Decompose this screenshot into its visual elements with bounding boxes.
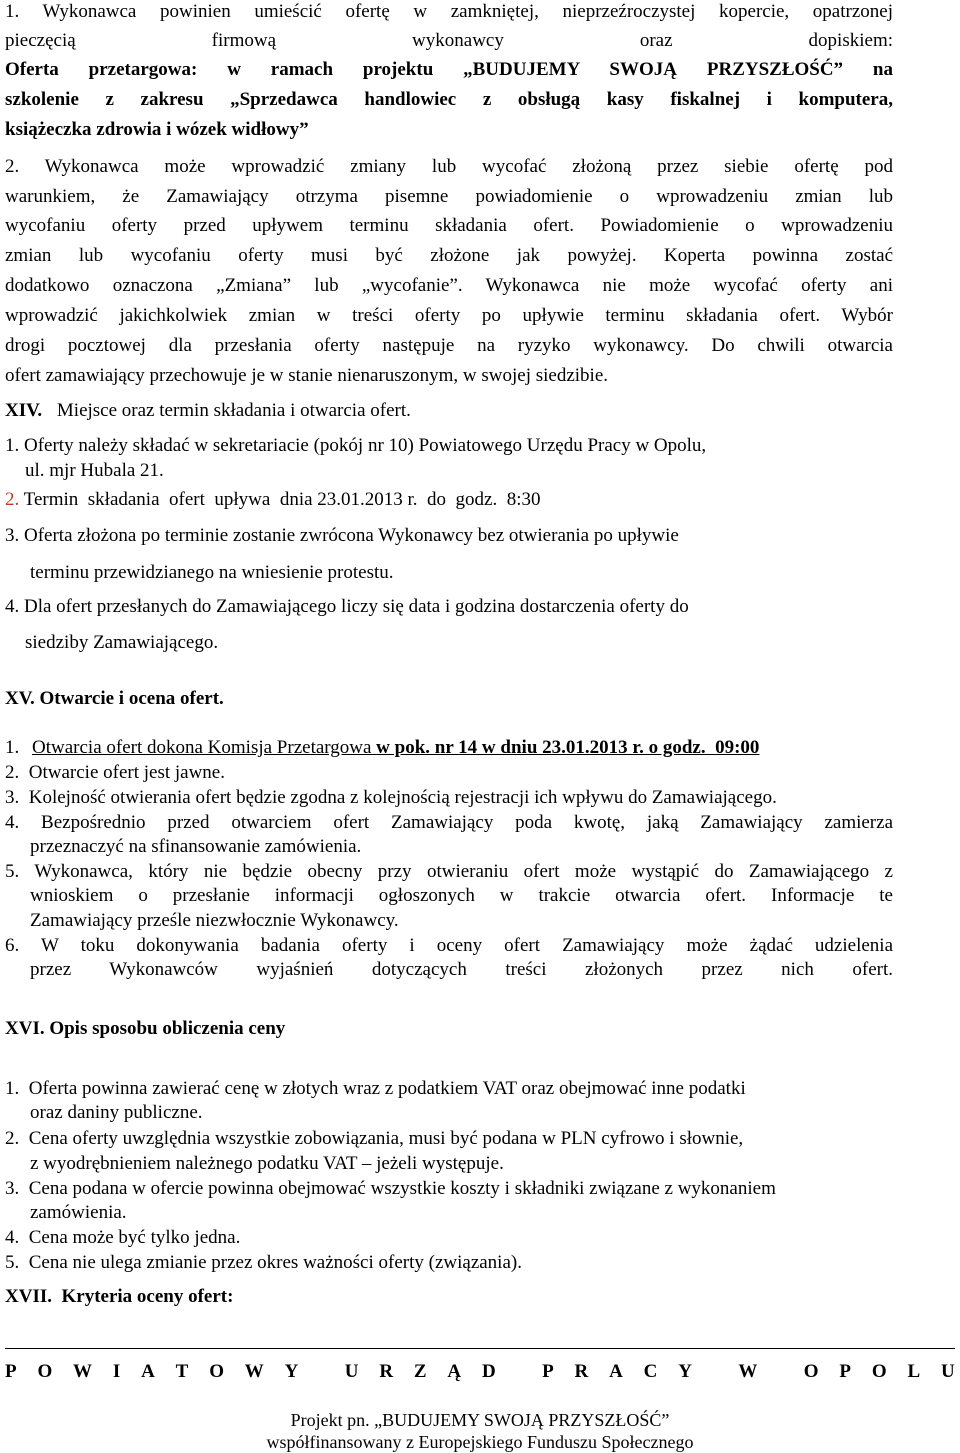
paragraph-2-line-1: 2. Wykonawca może wprowadzić zmiany lub wycofać złożoną przez siebie ofertę pod [5,156,893,177]
xv-item-1-number: 1. [5,737,20,758]
footer-letter: A [141,1361,155,1382]
xiv-item-2 [5,488,893,512]
xvi-item-2-line-1: 2. Cena oferty uwzględnia wszystkie zobowiązania, musi być podana w PLN cyfrowo i słownie, [5,1128,744,1149]
xiv-item-3-line-1: 3. Oferta złożona po terminie zostanie zwrócona Wykonawcy bez otwierania po upływie [5,525,679,546]
paragraph-1-line-3: Oferta przetargowa: w ramach projektu „BUDUJEMY SWOJĄ PRZYSZŁOŚĆ” na [5,59,893,80]
section-xv-heading: XV. Otwarcie i ocena ofert. [5,688,224,709]
paragraph-2-line-2: warunkiem, że Zamawiający otrzyma pisemne powiadomienie o wprowadzeniu zmian lub [5,186,893,207]
footer-cofinancing: współfinansowany z Europejskiego Funduszu Społecznego [266,1432,694,1452]
xv-item-2: 2. Otwarcie ofert jest jawne. [5,762,225,783]
section-xvi-heading: XVI. Opis sposobu obliczenia ceny [5,1018,286,1039]
xv-item-3: 3. Kolejność otwierania ofert będzie zgodna z kolejnością rejestracji ich wpływu do Zamawiającego. [5,787,777,808]
footer-letter-space [517,1361,522,1383]
footer-letter: Y [284,1361,299,1382]
paragraph-2-line-6: wprowadzić jakichkolwiek zmian w treści oferty po upływie terminu składania ofert. Wybór [5,305,893,326]
xv-item-5-line-1: 5. Wykonawca, który nie będzie obecny przy otwieraniu ofert może wystąpić do Zamawiającego z [5,861,893,882]
xiv-item-1-line-1: 1. Oferty należy składać w sekretariacie (pokój nr 10) Powiatowego Urzędu Pracy w Opolu, [5,435,707,456]
xv-item-5-line-2: wnioskiem o przesłanie informacji ogłoszonych w trakcie otwarcia ofert. Informacje te [30,885,893,906]
footer-letter: P [5,1361,17,1382]
xvi-item-1-line-2: oraz daniny publiczne. [30,1102,203,1123]
footer-letter: C [643,1361,658,1382]
paragraph-2-line-3: wycofaniu oferty przed upływem terminu składania ofert. Powiadomienie o wprowadzeniu [5,215,893,236]
footer-letter: R [379,1361,394,1382]
xv-item-1-plain: Otwarcia ofert dokona Komisja Przetargowa [32,737,372,758]
xvi-item-1-line-1: 1. Oferta powinna zawierać cenę w złotych wraz z podatkiem VAT oraz obejmować inne podatki [5,1078,746,1099]
xiv-item-2-number: 2. [5,489,20,510]
footer-letter: Z [413,1361,427,1382]
footer-letter: U [344,1361,359,1382]
footer-letter: R [574,1361,589,1382]
section-xvii-heading: XVII. Kryteria oceny ofert: [5,1286,234,1307]
footer-letter: O [37,1361,53,1382]
xvi-item-4: 4. Cena może być tylko jedna. [5,1227,241,1248]
footer-letter: O [209,1361,224,1382]
section-xiv-heading [5,399,893,423]
xvi-item-2-line-2: z wyodrębnieniem należnego podatku VAT – jeżeli występuje. [30,1153,504,1174]
footer-letter: W [244,1361,264,1382]
footer-letter: W [738,1361,758,1382]
paragraph-1-line-1: 1. Wykonawca powinien umieścić ofertę w zamkniętej, nieprzeźroczystej kopercie, opatrzonej [5,1,893,22]
xv-item-6-line-2: przez Wykonawców wyjaśnień dotyczących treści złożonych przez nich ofert. [30,959,893,980]
footer-letter: D [481,1361,496,1382]
footer-letter: Ą [447,1361,462,1382]
footer-letter-space [319,1361,324,1383]
footer-letter: P [542,1361,554,1382]
xvi-item-3-line-2: zamówienia. [30,1202,127,1223]
footer-letter: W [73,1361,93,1382]
footer-letter: P [839,1361,851,1382]
xiv-item-4-line-1: 4. Dla ofert przesłanych do Zamawiającego liczy się data i godzina dostarczenia oferty do [5,596,689,617]
xvi-item-3-line-1: 3. Cena podana w ofercie powinna obejmować wszystkie koszty i składniki związane z wykonaniem [5,1178,776,1199]
paragraph-2-line-7: drogi pocztowej dla przesłania oferty następuje na ryzyko wykonawcy. Do chwili otwarcia [5,335,893,356]
xiv-item-3-line-2: terminu przewidzianego na wniesienie protestu. [30,562,394,583]
paragraph-2-line-8: ofert zamawiający przechowuje je w stanie nienaruszonym, w swojej siedzibie. [5,365,609,386]
xv-item-4-line-2: przeznaczyć na sfinansowanie zamówienia. [30,836,362,857]
footer-letter: O [871,1361,887,1382]
footer-letter: T [175,1361,189,1382]
paragraph-1-line-4: szkolenie z zakresu „Sprzedawca handlowiec z obsługą kasy fiskalnej i komputera, [5,89,893,110]
section-xiv-number: XIV. [5,400,43,421]
paragraph-1-line-2: pieczęcią firmową wykonawcy oraz dopiskiem: [5,30,893,51]
xv-item-1-bold: w pok. nr 14 w dniu 23.01.2013 r. o godz. [376,737,706,758]
xiv-item-4-line-2: siedziby Zamawiającego. [25,632,219,653]
footer-letter: L [907,1361,921,1382]
xv-item-6-line-1: 6. W toku dokonywania badania oferty i oceny ofert Zamawiający może żądać udzielenia [5,935,893,956]
footer-letter: I [112,1361,121,1382]
section-xiv-title: Miejsce oraz termin składania i otwarcia ofert. [56,400,411,421]
xvi-item-5: 5. Cena nie ulega zmianie przez okres ważności oferty (związania). [5,1252,522,1273]
footer-letter: A [609,1361,623,1382]
xiv-item-2-text: Termin składania ofert upływa dnia 23.01.2013 r. do godz. 8:30 [23,489,541,510]
footer-letter: Y [678,1361,692,1382]
paragraph-2-line-4: zmian lub wycofaniu oferty musi być złożone jak powyżej. Koperta powinna zostać [5,245,893,266]
footer-letter-space [778,1361,783,1383]
footer-letter: U [940,1361,955,1382]
xv-item-4-line-1: 4. Bezpośrednio przed otwarciem ofert Zamawiający poda kwotę, jaką Zamawiający zamierza [5,812,893,833]
footer-organization-name [5,1361,955,1383]
xv-item-1-text [32,737,759,758]
xv-item-5-line-3: Zamawiający prześle niezwłocznie Wykonawcy. [30,910,399,931]
xiv-item-1-line-2: ul. mjr Hubala 21. [25,460,164,481]
footer-divider [5,1348,955,1349]
footer-letter-space [713,1361,718,1383]
xv-item-1-time: 09:00 [715,737,760,758]
paragraph-2-line-5: dodatkowo oznaczona „Zmiana” lub „wycofanie”. Wykonawca nie może wycofać oferty ani [5,275,893,296]
footer-project-name: Projekt pn. „BUDUJEMY SWOJĄ PRZYSZŁOŚĆ” [290,1410,670,1430]
xv-item-1 [5,736,893,760]
footer-letter: O [803,1361,819,1382]
paragraph-1-line-5: książeczka zdrowia i wózek widłowy” [5,119,309,140]
